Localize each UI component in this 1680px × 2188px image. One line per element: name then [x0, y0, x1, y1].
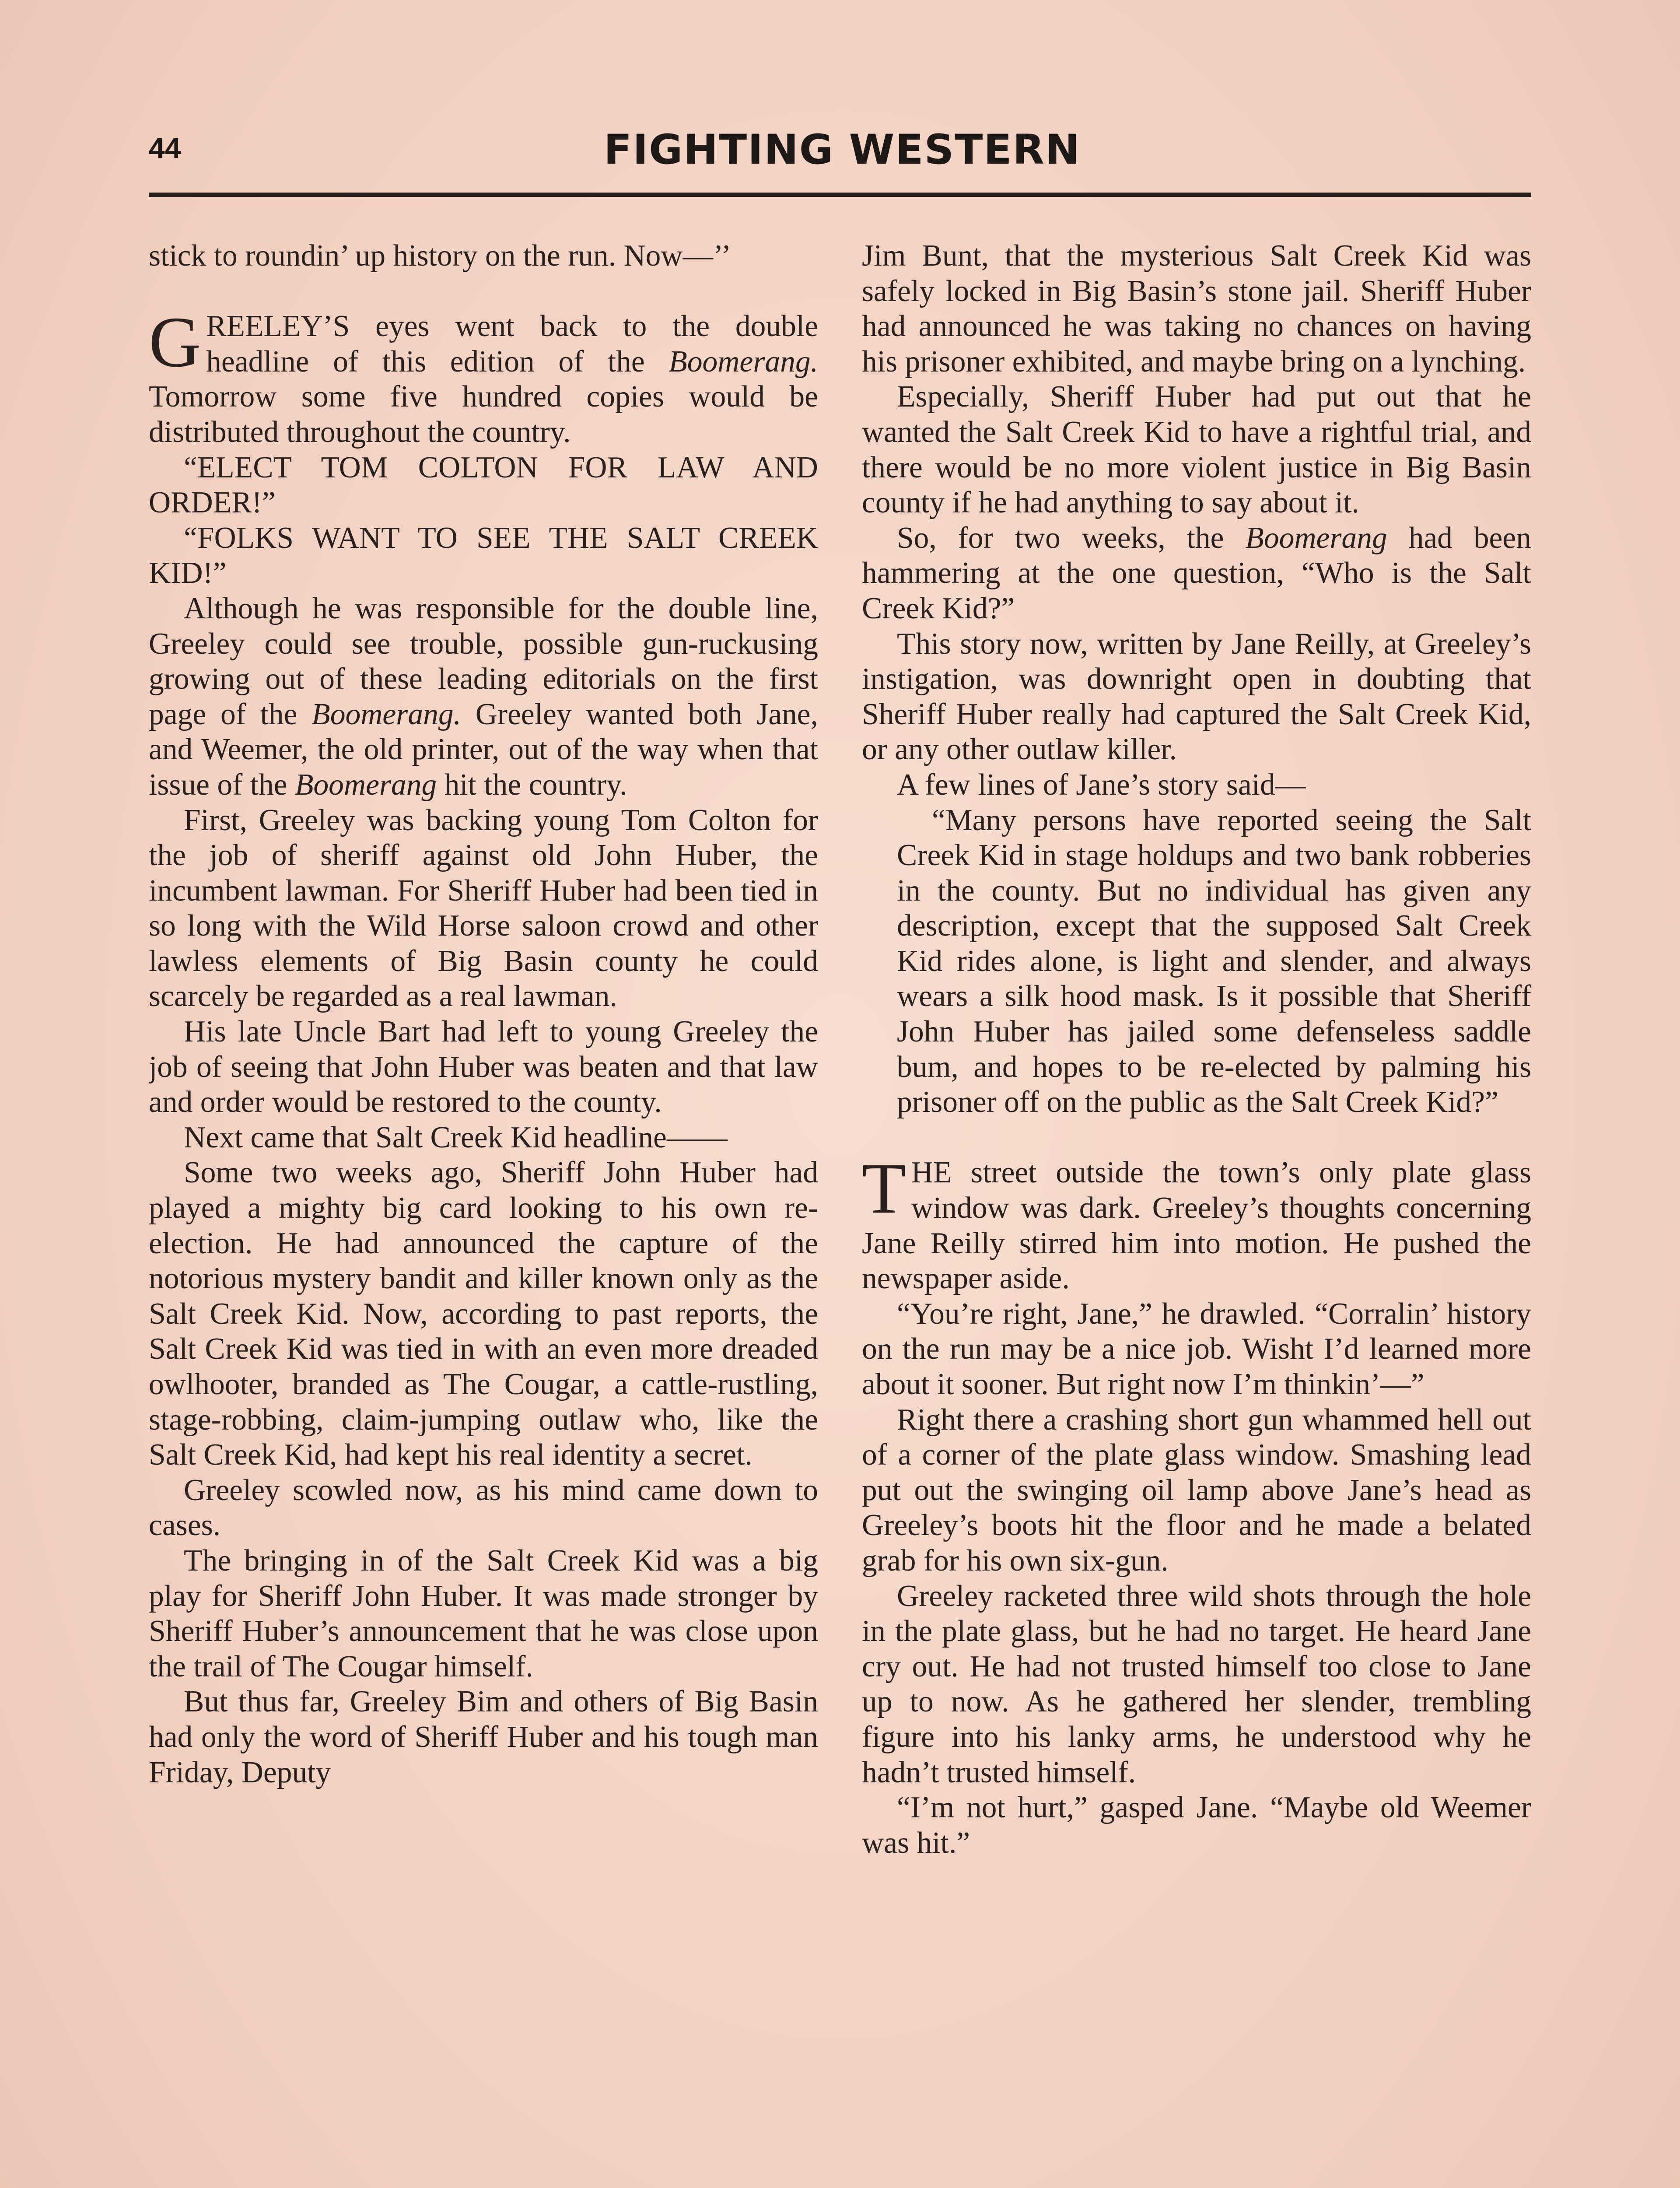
- paragraph: But thus far, Greeley Bim and others of Big Basin had only the word of Sheriff Huber and his tough man Friday, Deputy: [149, 1685, 818, 1789]
- headline-quote: “FOLKS WANT TO SEE THE SALT CREEK KID!”: [149, 521, 818, 590]
- paragraph: [862, 1148, 1531, 1296]
- paragraph: His late Uncle Bart had left to young Greeley the job of seeing that John Huber was beaten and that law and order would be restored to the county.: [149, 1015, 818, 1119]
- paragraph: stick to roundin’ up history on the run. Now—’’: [149, 239, 732, 273]
- paragraph: Some two weeks ago, Sheriff John Huber had played a mighty big card looking to his own re-election. He had announced the capture of the notorious mystery bandit and killer known only as the Salt Creek Kid. Now, according to past reports, the Salt Creek Kid was tied in with an even more dreaded owlhooter, branded as The Cougar, a cattle-rustling, stage-robbing, claim-jumping outlaw who, like the Salt Creek Kid, had kept his real identity a secret.: [149, 1156, 818, 1472]
- magazine-title: FIGHTING WESTERN: [604, 126, 1081, 174]
- paragraph: Right there a crashing short gun whammed hell out of a corner of the plate glass window. Smashing lead put out the swinging oil lamp above Jane’s head as Greeley’s boots hit the floor and he made a belated grab for his own six-gun.: [862, 1403, 1531, 1578]
- publication-name: Boomerang.: [668, 344, 818, 379]
- publication-name: Boomerang: [294, 768, 437, 802]
- paragraph: [862, 521, 1531, 627]
- paragraph: Jim Bunt, that the mysterious Salt Creek Kid was safely locked in Big Basin’s stone jail. Sheriff Huber had announced he was taking no chances on having his prisoner exhibited, and maybe bring on a lynching.: [862, 239, 1531, 379]
- right-column: [862, 238, 1531, 2188]
- paragraph-text: Although he was responsible for the double line, Greeley could see trouble, possible gun-ruckusing growing out of these leading editorials on the first page of the: [149, 591, 818, 731]
- page-number: 44: [149, 132, 181, 164]
- paragraph: “I’m not hurt,” gasped Jane. “Maybe old Weemer was hit.”: [862, 1791, 1531, 1860]
- paragraph: Greeley racketed three wild shots through the hole in the plate glass, but he had no target. He heard Jane cry out. He had not trusted himself too close to Jane up to now. As he gathered her slender, trembling figure into his lanky arms, he understood why he hadn’t trusted himself.: [862, 1579, 1531, 1789]
- paragraph: [149, 302, 818, 450]
- paragraph: The bringing in of the Salt Creek Kid was a big play for Sheriff John Huber. It was made stronger by Sheriff Huber’s announcement that he was close upon the trail of The Cougar himself.: [149, 1543, 818, 1683]
- left-column: [149, 238, 818, 2188]
- headline-quote: “ELECT TOM COLTON FOR LAW AND ORDER!”: [149, 450, 818, 520]
- drop-cap: G: [149, 302, 201, 382]
- paragraph-text: So, for two weeks, the: [897, 521, 1224, 555]
- paragraph-text: Tomorrow some five hundred copies would be distributed throughout the country.: [149, 380, 818, 449]
- publication-name: Boomerang: [1245, 521, 1387, 555]
- paragraph-text: REELEY’S eyes went back to the double headline of this edition of the: [206, 309, 818, 379]
- paragraph: [149, 591, 818, 803]
- paragraph-text: had been hammering at the one question, “Who is the Salt Creek Kid?”: [862, 521, 1531, 625]
- paragraph: Especially, Sheriff Huber had put out that he wanted the Salt Creek Kid to have a rightful trial, and there would be no more violent justice in Big Basin county if he had anything to say about it.: [862, 380, 1531, 520]
- block-quote: “Many persons have reported seeing the Salt Creek Kid in stage holdups and two bank robberies in the county. But no individual has given any description, except that the supposed Salt Creek Kid rides alone, is light and slender, and always wears a silk hood mask. Is it possible that Sheriff John Huber has jailed some defenseless saddle bum, and hopes to be re-elected by palming his prisoner off on the public as the Salt Creek Kid?”: [897, 803, 1531, 1119]
- publication-name: Boomerang.: [312, 697, 461, 731]
- header-rule: [149, 193, 1531, 197]
- paragraph-text: HE street outside the town’s only plate glass window was dark. Greeley’s thoughts concerning Jane Reilly stirred him into motion. He pushed the newspaper aside.: [862, 1156, 1531, 1296]
- paragraph-text: hit the country.: [444, 768, 627, 802]
- paragraph: Greeley scowled now, as his mind came down to cases.: [149, 1473, 818, 1543]
- paragraph: This story now, written by Jane Reilly, at Greeley’s instigation, was downright open in doubting that Sheriff Huber really had captured the Salt Creek Kid, or any other outlaw killer.: [862, 627, 1531, 767]
- paragraph: “You’re right, Jane,” he drawled. “Corralin’ history on the run may be a nice job. Wisht I’d learned more about it sooner. But right now I’m thinkin’—”: [862, 1297, 1531, 1401]
- paragraph-text: Greeley wanted both Jane, and Weemer, the old printer, out of the way when that issue of the: [149, 697, 818, 802]
- drop-cap: T: [862, 1148, 906, 1229]
- paragraph: First, Greeley was backing young Tom Colton for the job of sheriff against old John Huber, the incumbent lawman. For Sheriff Huber had been tied in so long with the Wild Horse saloon crowd and other lawless elements of Big Basin county he could scarcely be regarded as a real lawman.: [149, 803, 818, 1013]
- paragraph: Next came that Salt Creek Kid headline——: [184, 1120, 728, 1154]
- paragraph: A few lines of Jane’s story said—: [897, 768, 1306, 802]
